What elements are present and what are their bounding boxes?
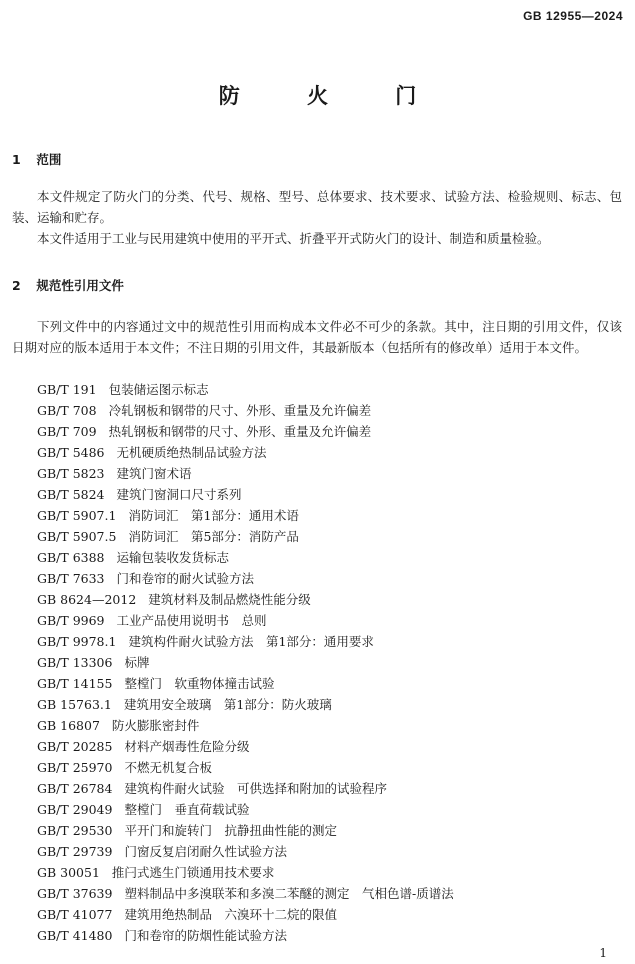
reference-title: 冷轧钢板和钢带的尺寸、外形、重量及允许偏差 bbox=[108, 403, 372, 418]
reference-title: 门和卷帘的防烟性能试验方法 bbox=[124, 928, 287, 943]
scope-paragraph-2: 本文件适用于工业与民用建筑中使用的平开式、折叠平开式防火门的设计、制造和质量检验。 bbox=[37, 231, 550, 246]
reference-title: 平开门和旋转门 抗静扭曲性能的测定 bbox=[124, 823, 337, 838]
section-2-title: 规范性引用文件 bbox=[36, 278, 124, 293]
page-number: 1 bbox=[599, 946, 607, 960]
reference-item bbox=[37, 610, 454, 631]
section-2-heading bbox=[12, 276, 124, 294]
reference-item bbox=[37, 883, 454, 904]
reference-code: GB 30051 bbox=[37, 865, 100, 880]
reference-item bbox=[37, 379, 454, 400]
reference-code: GB/T 6388 bbox=[37, 550, 105, 565]
reference-title: 塑料制品中多溴联苯和多溴二苯醚的测定 气相色谱-质谱法 bbox=[124, 886, 454, 901]
reference-list bbox=[37, 379, 454, 946]
references-intro-paragraph: 下列文件中的内容通过文中的规范性引用而构成本文件必不可少的条款。其中，注日期的引用文件，仅该日期对应的版本适用于本文件；不注日期的引用文件，其最新版本（包括所有的修改单）适用于本文件。 bbox=[12, 319, 622, 355]
reference-title: 整樘门 垂直荷载试验 bbox=[124, 802, 250, 817]
reference-title: 整樘门 软重物体撞击试验 bbox=[124, 676, 275, 691]
reference-title: 建筑门窗洞口尺寸系列 bbox=[116, 487, 242, 502]
reference-code: GB/T 5824 bbox=[37, 487, 105, 502]
reference-item bbox=[37, 925, 454, 946]
reference-item bbox=[37, 589, 454, 610]
reference-title: 建筑构件耐火试验 可供选择和附加的试验程序 bbox=[124, 781, 387, 796]
reference-code: GB/T 13306 bbox=[37, 655, 113, 670]
section-2-number: 2 bbox=[12, 278, 21, 293]
reference-item bbox=[37, 568, 454, 589]
reference-code: GB/T 29530 bbox=[37, 823, 113, 838]
section-1-title: 范围 bbox=[36, 152, 62, 167]
reference-code: GB 16807 bbox=[37, 718, 100, 733]
reference-title: 消防词汇 第1部分：通用术语 bbox=[128, 508, 299, 523]
reference-item bbox=[37, 526, 454, 547]
reference-code: GB/T 5486 bbox=[37, 445, 105, 460]
reference-item bbox=[37, 862, 454, 883]
reference-item bbox=[37, 442, 454, 463]
reference-item bbox=[37, 778, 454, 799]
reference-item bbox=[37, 736, 454, 757]
reference-item bbox=[37, 400, 454, 421]
reference-title: 建筑用安全玻璃 第1部分：防火玻璃 bbox=[123, 697, 332, 712]
reference-title: 消防词汇 第5部分：消防产品 bbox=[128, 529, 299, 544]
reference-code: GB/T 25970 bbox=[37, 760, 113, 775]
reference-code: GB/T 5907.5 bbox=[37, 529, 117, 544]
reference-item bbox=[37, 463, 454, 484]
reference-title: 不燃无机复合板 bbox=[124, 760, 212, 775]
reference-item bbox=[37, 904, 454, 925]
reference-title: 包装储运图示标志 bbox=[108, 382, 209, 397]
reference-item bbox=[37, 505, 454, 526]
standard-number: GB 12955—2024 bbox=[523, 9, 623, 23]
reference-title: 工业产品使用说明书 总则 bbox=[116, 613, 267, 628]
reference-code: GB/T 191 bbox=[37, 382, 97, 397]
reference-title: 建筑构件耐火试验方法 第1部分：通用要求 bbox=[128, 634, 374, 649]
reference-code: GB 15763.1 bbox=[37, 697, 112, 712]
reference-title: 无机硬质绝热制品试验方法 bbox=[116, 445, 267, 460]
reference-title: 防火膨胀密封件 bbox=[111, 718, 200, 733]
reference-title: 推闩式逃生门锁通用技术要求 bbox=[111, 865, 275, 880]
reference-title: 建筑材料及制品燃烧性能分级 bbox=[148, 592, 311, 607]
reference-code: GB/T 41077 bbox=[37, 907, 113, 922]
reference-item bbox=[37, 421, 454, 442]
reference-code: GB/T 29049 bbox=[37, 802, 113, 817]
reference-item bbox=[37, 631, 454, 652]
reference-code: GB/T 14155 bbox=[37, 676, 113, 691]
reference-code: GB/T 20285 bbox=[37, 739, 113, 754]
reference-item bbox=[37, 757, 454, 778]
reference-code: GB/T 41480 bbox=[37, 928, 113, 943]
reference-title: 运输包装收发货标志 bbox=[116, 550, 230, 565]
reference-code: GB/T 26784 bbox=[37, 781, 113, 796]
reference-code: GB/T 37639 bbox=[37, 886, 113, 901]
reference-code: GB/T 7633 bbox=[37, 571, 105, 586]
section-1-number: 1 bbox=[12, 152, 21, 167]
reference-title: 材料产烟毒性危险分级 bbox=[124, 739, 250, 754]
reference-item bbox=[37, 715, 454, 736]
reference-item bbox=[37, 820, 454, 841]
reference-code: GB/T 9978.1 bbox=[37, 634, 117, 649]
reference-code: GB/T 5823 bbox=[37, 466, 105, 481]
reference-title: 门窗反复启闭耐久性试验方法 bbox=[124, 844, 287, 859]
reference-item bbox=[37, 652, 454, 673]
reference-item bbox=[37, 841, 454, 862]
reference-code: GB 8624—2012 bbox=[37, 592, 137, 607]
reference-title: 标牌 bbox=[124, 655, 150, 670]
section-1-body bbox=[12, 186, 622, 249]
reference-code: GB/T 709 bbox=[37, 424, 97, 439]
reference-item bbox=[37, 547, 454, 568]
reference-code: GB/T 5907.1 bbox=[37, 508, 117, 523]
scope-paragraph-1: 本文件规定了防火门的分类、代号、规格、型号、总体要求、技术要求、试验方法、检验规则、标志、包装、运输和贮存。 bbox=[12, 189, 622, 225]
reference-title: 门和卷帘的耐火试验方法 bbox=[116, 571, 255, 586]
reference-code: GB/T 9969 bbox=[37, 613, 105, 628]
reference-title: 建筑用绝热制品 六溴环十二烷的限值 bbox=[124, 907, 337, 922]
reference-title: 热轧钢板和钢带的尺寸、外形、重量及允许偏差 bbox=[108, 424, 372, 439]
reference-item bbox=[37, 484, 454, 505]
reference-item bbox=[37, 694, 454, 715]
reference-title: 建筑门窗术语 bbox=[116, 466, 192, 481]
reference-item bbox=[37, 673, 454, 694]
reference-item bbox=[37, 799, 454, 820]
reference-code: GB/T 29739 bbox=[37, 844, 113, 859]
reference-code: GB/T 708 bbox=[37, 403, 97, 418]
section-1-heading bbox=[12, 150, 61, 168]
document-title: 防 火 门 bbox=[218, 84, 447, 108]
section-2-intro bbox=[12, 316, 622, 358]
